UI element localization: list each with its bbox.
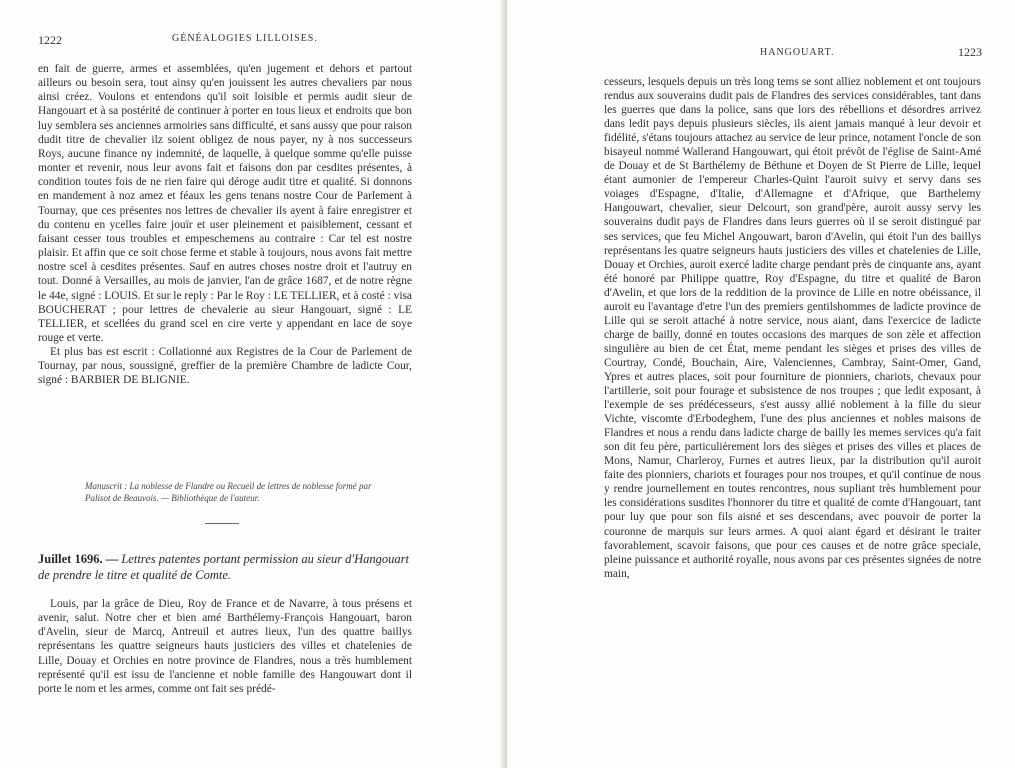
right-body — [604, 75, 981, 581]
left-running-head: GÉNÉALOGIES LILLOISES. — [172, 33, 318, 44]
source-note: Manuscrit : La noblesse de Flandre ou Recueil de lettres de noblesse formé par Palisot de Beauvois. — Bibliothèque de l'auteur. — [85, 481, 372, 503]
left-body — [38, 62, 412, 388]
act-body — [38, 597, 412, 696]
registration-paragraph: Et plus bas est escrit : Collationné aux Registres de la Cour de Parlement de Tournay, par nous, soussigné, greffier de la première Chambre de ladicte Cour, signé : BARBIER DE BLIGNIE. — [38, 346, 412, 387]
act-text-paragraph: Louis, par la grâce de Dieu, Roy de France et de Navarre, à tous présens et avenir, salut. Notre cher et bien amé Barthélemy-François Hangouart, baron d'Avelin, sieur de Marcq, Antreuil et autres lieux, l'un des quattre baillys représentans les quattre seigneurs hauts justiciers des villes et chatelenies de Lille, Douay et Orchies en notre province de Flandres, nous a très humblement représenté qu'il est issu de l'ancienne et noble famille des Hangouwart dont il porte le nom et les armes, comme ont fait ses prédé- — [38, 598, 412, 695]
left-page — [0, 0, 507, 768]
right-text-paragraph: cesseurs, lesquels depuis un très long tems se sont alliez noblement et ont toujours rendus aux souverains dudit pais de Flandres des services considérables, tant dans les guerres que dans la police, sans que lors des rébellions et désordres arrivez dans ledit pays depuis plusieurs siècles, ils aient jamais manqué à leur devoir et fidélité, s'étans toujours attachez au service de leur prince, notament l'oncle de son bisayeul nommé Wallerand Hangouwart, qui étoit prévôt de l'église de Saint-Amé de Douay et de St Barthélemy de Béthune et Doyen de St Pierre de Lille, lequel étant aumonier de l'empereur Charles-Quint l'auroit suivy et servy dans ses voiages d'Espagne, d'Italie, d'Allemagne et d'Afrique, que Barthelemy Hangouwart, chevalier, sieur Delcourt, son grand'père, auroit aussy servy les souverains dudit pays de Flandres dans leurs guerres où il se seroit distingué par ses services, que feu Michel Angouwart, baron d'Avelin, qui étoit l'un des baillys représentans les quatre seigneurs hauts justiciers des villes et chatelenies de Lille, Douay et Orchies, auroit exercé ladite charge pendant près de cinquante ans, ayant été honoré par Philippe quattre, Roy d'Espagne, du titre et qualité de Baron d'Avelin, et que lors de la reddition de la province de Lille en notre obéissance, il auroit eu l'avantage d'etre l'un des premiers gentilshommes de ladicte province de Lille qui se seroit attaché à notre service, nous aiant, dans l'exercice de ladicte charge de bailly, donné en toutes occasions des marques de son zèle et affection singulière au bien de cet État, meme pendant les sièges et prises des villes de Courtray, Condé, Bouchain, Aire, Valenciennes, Cambray, Saint-Omer, Gand, Ypres et autres places, soit pour fourniture de pionniers, chariots, chevaux pour l'artillerie, soit pour fourage et subsistence de nos troupes ; que ledit exposant, à l'exemple de ses prédécesseurs, s'est aussy allié noblement à la fille du sieur Vichte, viscomte d'Erbodeghem, l'une des plus anciennes et nobles maisons de Flandres et nous a rendu dans ladicte charge de bailly les memes services qu'a fait son dit feu père, particulièrement lors des sièges et prises des villes et places de Mons, Namur, Charleroy, Furnes et autres lieux, par la distribution qu'il auroit faite des pionniers, chariots et fourages pour nos troupes, et qu'il continue de nous y rendre journellement en toutes rencontres, nous supliant très humblement pour les considérations susdites l'honnorer du titre et qualité de comte d'Hangouart, tant pour luy que pour son fils aisné et ses descendans, avec pouvoir de porter la couronne de marquis sur leurs armes. A quoi aiant égard et désirant le traiter favorablement, scavoir faisons, que pour ces causes et de notre grâce speciale, pleine puissance et authorité royalle, nous avons par ces présentes signées de notre main, — [604, 76, 981, 580]
right-running-head: HANGOUART. — [760, 47, 835, 58]
left-page-number: 1222 — [38, 33, 62, 47]
letter-continued-paragraph: en fait de guerre, armes et assemblées, qu'en jugement et dehors et partout ailleurs ou besoin sera, tout ainsy qu'en jouissent les autres chevaliers par nous ainsi créez. Voulons et entendons qu'il soit loisible et permis audit sieur de Hangouart et à sa postérité de continuer à porter en tous lieux et endroits que bon luy semblera ses anciennes armoiries sans difficulté, et sans aussy que pour raison dudit titre de chevalier ilz soient obligez de nous payer, ny à nos successeurs Roys, aucune finance ny indemnité, de laquelle, à quelque somme qu'elle puisse monter et revenir, nous leur avons fait et faisons don par cesdites présentes, à condition toutes fois de ne rien faire qui déroge audit titre et qualité. Si donnons en mandement à noz amez et féaux les gens tenans nostre Cour de Parlement à Tournay, que ces présentes nos lettres de chevalier ils ayent à faire enregistrer et du contenu en ycelles faire jouïr et user pleinement et paisiblement, cessant et faisant cesser tous troubles et empeschemens au contraire : Car tel est nostre plaisir. Et affin que ce soit chose ferme et stable à toujours, nous avons fait mettre nostre scel à cesdites présentes. Sauf en autres choses nostre droit et l'autruy en tout. Donné à Versailles, au mois de janvier, l'an de grâce 1687, et de notre règne le 44e, signé : LOUIS. Et sur le reply : Par le Roy : LE TELLIER, et à costé : visa BOUCHERAT ; pour lettres de chevalerie au sieur Hangouart, signé : LE TELLIER, et scellées du grand scel en cire verte y appendant en lace de soye rouge et verte. — [38, 63, 412, 344]
right-page-number: 1223 — [958, 45, 982, 59]
act-date: Juillet 1696. — — [38, 552, 119, 566]
section-divider — [205, 523, 239, 524]
act-heading — [38, 551, 410, 583]
right-page — [507, 0, 1015, 768]
act-title: Lettres patentes portant permission au sieur d'Hangouart de prendre le titre et qualité de Comte. — [38, 552, 409, 582]
